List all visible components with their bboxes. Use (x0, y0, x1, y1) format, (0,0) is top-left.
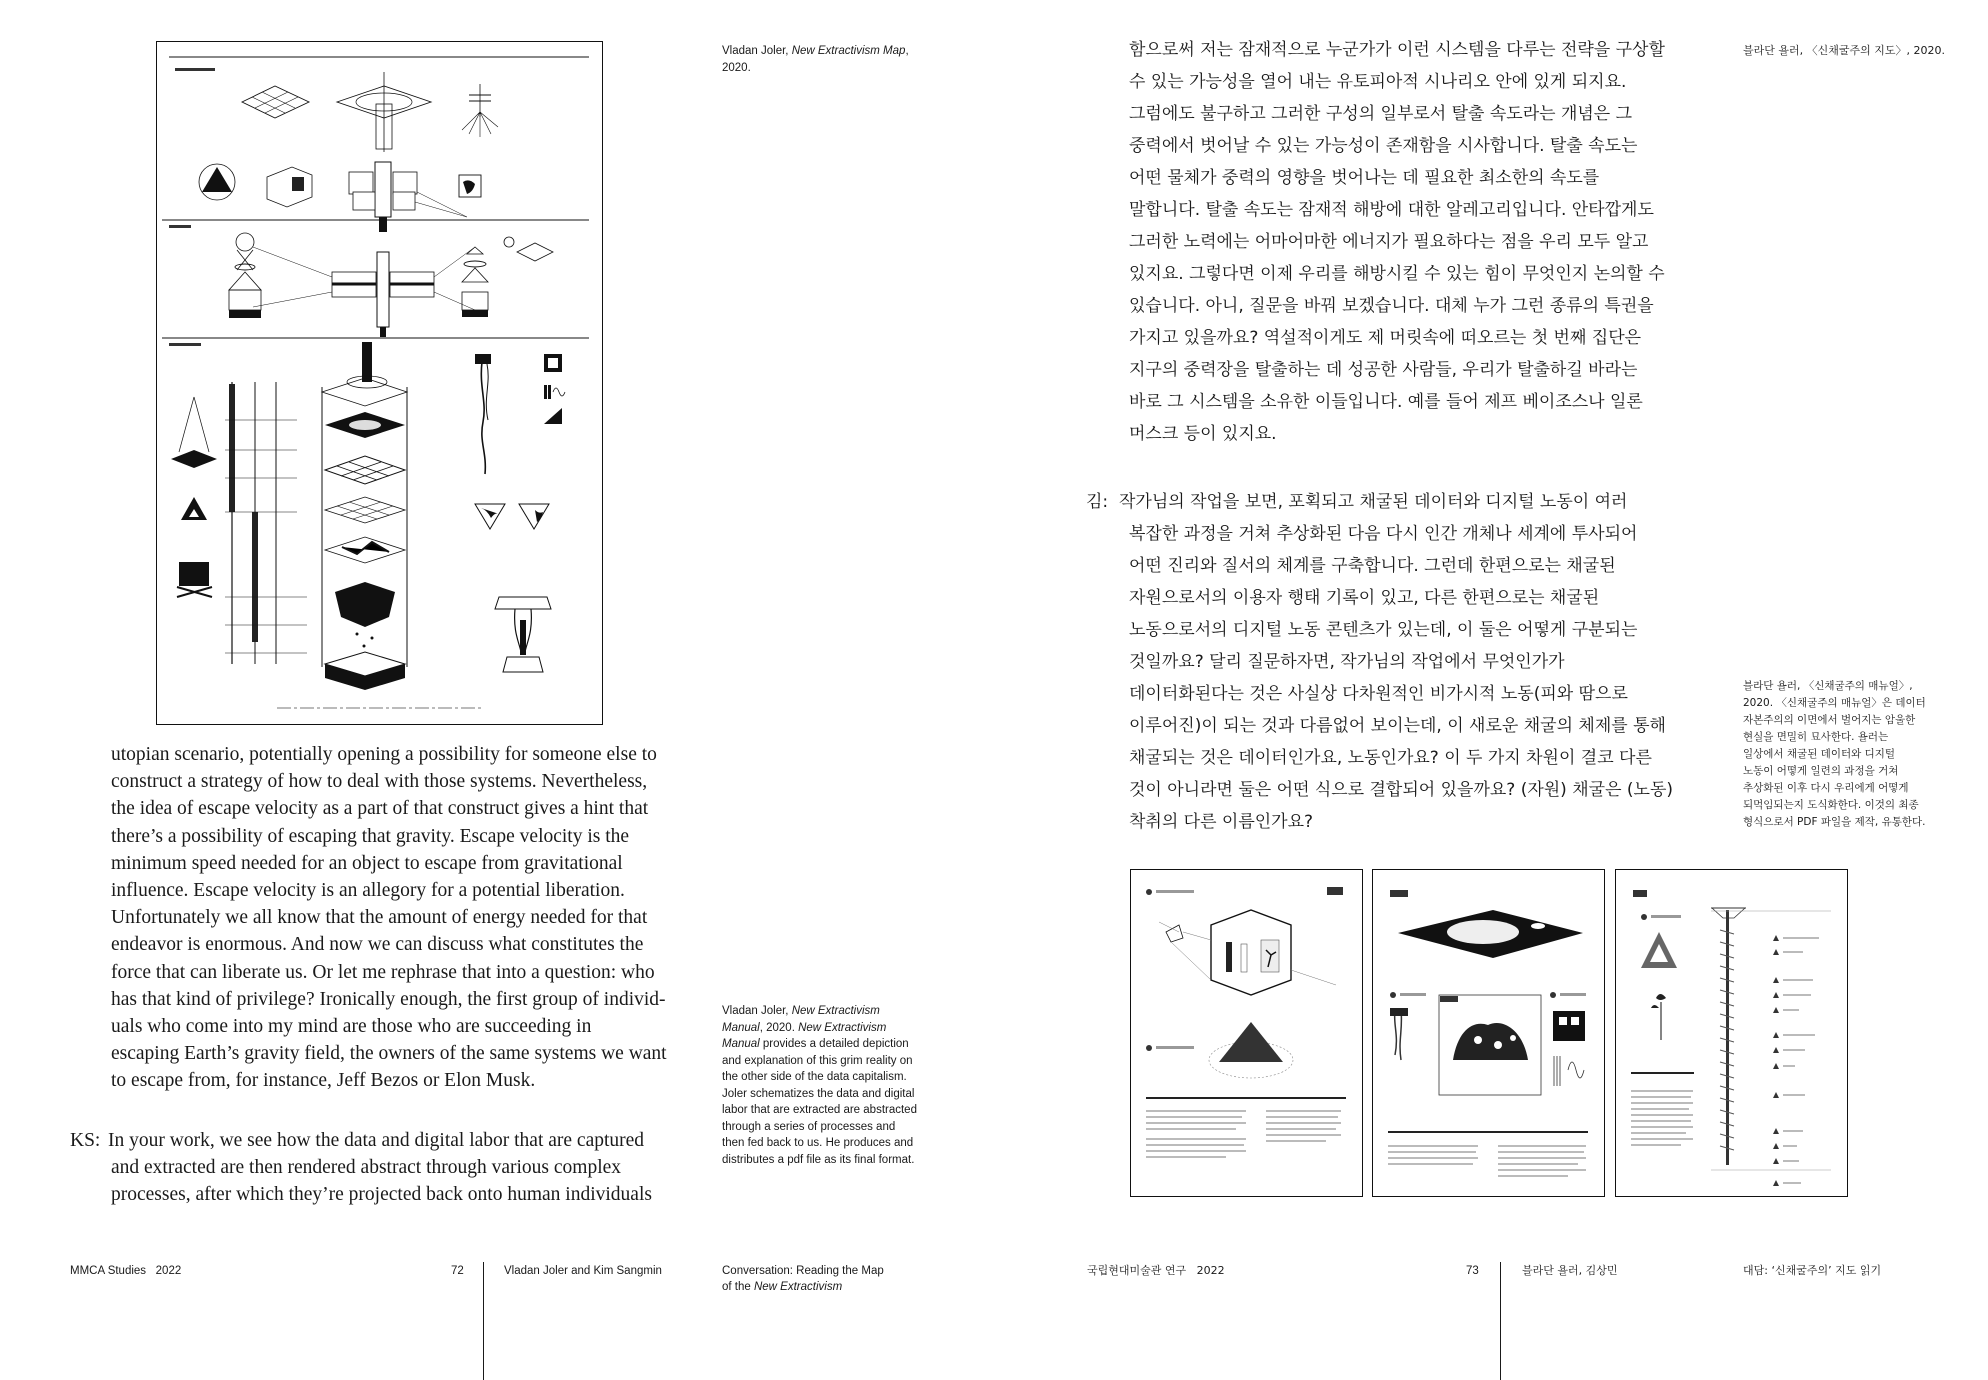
map-section-factory (169, 225, 553, 337)
question-line: 이루어진)이 되는 것과 다름없어 보이는데, 이 새로운 채굴의 체제를 통해 (1129, 716, 1666, 736)
question-line: 것일까요? 달리 질문하자면, 작가님의 작업에서 무엇인가가 (1129, 652, 1565, 672)
body-line: 머스크 등이 있지요. (1129, 424, 1277, 444)
body-line: utopian scenario, potentially opening a possibility for someone else to (111, 744, 657, 765)
footer-divider (483, 1262, 484, 1380)
caption-line: 일상에서 채굴된 데이터와 디지털 (1743, 748, 1896, 760)
caption-title: New Extractivism Map (791, 45, 906, 57)
footer-authors-ko: 블라단 욜러, 김상민 (1522, 1264, 1618, 1277)
article-title-of: of the (722, 1281, 754, 1293)
caption-description: provides a detailed depiction and explanation of this grim reality on the other side of the data capitalism. Joler schematizes the data and digital labor that are extracted are abstracted through a series of processes and then fed back to us. He produces and distributes a pdf file as its final format. (722, 1038, 917, 1166)
footer-authors: Vladan Joler and Kim Sangmin (504, 1265, 662, 1277)
map-section-forces (175, 68, 498, 232)
english-question-text (108, 1127, 701, 1209)
manual-page-labor (1615, 869, 1848, 1197)
question-line: 것이 아니라면 둘은 어떤 식으로 결합되어 있을까요? (자원) 채굴은 (노동) (1129, 780, 1674, 800)
body-line: 수 있는 가능성을 열어 내는 유토피아적 시나리오 안에 있게 되지요. (1129, 72, 1627, 92)
map-section-extraction (169, 342, 565, 690)
body-line: has that kind of privilege? Ironically enough, the first group of individ- (111, 988, 666, 1010)
caption-line: 추상화된 이후 다시 우리에게 어떻게 (1743, 782, 1909, 794)
caption-year: , 2020. (722, 45, 909, 74)
article-title-italic: New Extractivism (753, 1281, 843, 1293)
body-line: 가지고 있을까요? 역설적이게도 제 머릿속에 떠오르는 첫 번째 집단은 (1129, 328, 1642, 348)
question-line: 어떤 진리와 질서의 체계를 구축합니다. 그런데 한편으로는 채굴된 (1129, 556, 1616, 576)
body-line: to escape from, for instance, Jeff Bezos or Elon Musk. (111, 1070, 536, 1092)
caption-year: , 2020. (759, 1021, 799, 1034)
caption-author: Vladan Joler, (722, 1005, 792, 1017)
publication-year: 2022 (1196, 1264, 1225, 1277)
question-line: 노동으로서의 디지털 노동 콘텐츠가 있는데, 이 둘은 어떻게 구분되는 (1129, 620, 1638, 640)
section-tag-icon (1633, 890, 1647, 897)
manual-page-cave (1130, 869, 1363, 1197)
caption-line: 형식으로서 PDF 파일을 제작, 유통한다. (1743, 816, 1926, 828)
caption-line: 노동이 어떻게 일련의 과정을 거쳐 (1743, 765, 1899, 777)
korean-manual-caption (1743, 678, 1983, 831)
caption-title: New Extractivism Manual (722, 1005, 880, 1034)
article-title-line1: Conversation: Reading the Map (722, 1265, 884, 1277)
body-line: the idea of escape velocity as a part of that construct gives a hint that (111, 798, 649, 820)
body-line: 지구의 중력장을 탈출하는 데 성공한 사람들, 우리가 탈출하길 바라는 (1129, 360, 1638, 380)
question-line: 데이터화된다는 것은 사실상 다차원적인 비가시적 노동(피와 땀으로 (1129, 684, 1628, 704)
body-line: 말합니다. 탈출 속도는 잠재적 해방에 대한 알레고리입니다. 안타깝게도 (1129, 200, 1654, 220)
question-speaker-ks: KS: (70, 1130, 101, 1151)
question-line: 자원으로서의 이용자 행태 기록이 있고, 다른 한편으로는 채굴된 (1129, 588, 1600, 608)
footer-article-title-ko: 대담: ‘신채굴주의’ 지도 읽기 (1743, 1264, 1882, 1277)
korean-body-text (1129, 34, 1719, 450)
body-line: 그럼에도 불구하고 그러한 구성의 일부로서 탈출 속도라는 개념은 그 (1129, 104, 1633, 124)
body-line: minimum speed needed for an object to escape from gravitational (111, 852, 623, 874)
body-line: uals who come into my mind are those who are succeeding in (111, 1016, 592, 1038)
english-body-text (111, 741, 701, 1095)
footer-publication-ko (1087, 1263, 1225, 1279)
new-extractivism-map-figure (156, 41, 603, 725)
publication-name: 국립현대미술관 연구 (1087, 1264, 1187, 1277)
question-line: In your work, we see how the data and digital labor that are captured (108, 1130, 645, 1151)
caption-line: 블라단 욜러, 〈신채굴주의 매뉴얼〉, (1743, 680, 1913, 692)
question-speaker-kim: 김: (1086, 492, 1109, 512)
caption-author: Vladan Joler, (722, 45, 792, 57)
body-line: construct a strategy of how to deal with those systems. Nevertheless, (111, 771, 648, 793)
body-line: 바로 그 시스템을 소유한 이들입니다. 예를 들어 제프 베이조스나 일론 (1129, 392, 1643, 412)
manual-page-network (1372, 869, 1605, 1197)
caption-line: 자본주의의 이면에서 벌어지는 암울한 (1743, 714, 1916, 726)
body-line: 있습니다. 아니, 질문을 바꿔 보겠습니다. 대체 누가 그런 종류의 특권을 (1129, 296, 1654, 316)
body-line: escaping Earth’s gravity field, the owners of the same systems we want (111, 1043, 667, 1065)
publication-name: MMCA Studies (70, 1265, 147, 1277)
question-line: 착취의 다른 이름인가요? (1129, 812, 1314, 832)
footer-article-title (722, 1263, 922, 1295)
body-line: 중력에서 벗어날 수 있는 가능성이 존재함을 시사합니다. 탈출 속도는 (1129, 136, 1638, 156)
body-line: influence. Escape velocity is an allegory for a potential liberation. (111, 880, 625, 902)
body-line: 그러한 노력에는 어마어마한 에너지가 필요하다는 점을 우리 모두 알고 (1129, 232, 1649, 252)
caption-line: 2020. 〈신채굴주의 매뉴얼〉은 데이터 (1743, 697, 1926, 709)
question-line: and extracted are then rendered abstract through various complex (111, 1157, 622, 1179)
caption-title-repeat: New Extractivism Manual (722, 1021, 887, 1050)
footer-divider (1500, 1262, 1501, 1380)
body-line: Unfortunately we all know that the amount of energy needed for that (111, 907, 648, 929)
question-line: 복잡한 과정을 거쳐 추상화된 다음 다시 인간 개체나 세계에 투사되어 (1129, 524, 1638, 544)
body-line: endeavor is enormous. And now we can discuss what constitutes the (111, 934, 644, 956)
section-tag-icon (1390, 890, 1408, 897)
question-line: 채굴되는 것은 데이터인가요, 노동인가요? 이 두 가지 차원이 결코 다른 (1129, 748, 1652, 768)
question-line: processes, after which they’re projected back onto human individuals (111, 1184, 652, 1206)
body-line: 어떤 물체가 중력의 영향을 벗어나는 데 필요한 최소한의 속도를 (1129, 168, 1600, 188)
korean-map-caption: 블라단 욜러, 〈신채굴주의 지도〉, 2020. (1743, 44, 1945, 57)
body-line: 있지요. 그렇다면 이제 우리를 해방시킬 수 있는 힘이 무엇인지 논의할 수 (1129, 264, 1665, 284)
manual-figure-caption (722, 1003, 918, 1168)
korean-question-text (1119, 486, 1729, 838)
map-figure-caption (722, 43, 912, 76)
page-number: 72 (451, 1265, 464, 1277)
body-line: 함으로써 저는 잠재적으로 누군가가 이런 시스템을 다루는 전략을 구상할 (1129, 40, 1665, 60)
body-line: force that can liberate us. Or let me rephrase that into a question: who (111, 961, 655, 983)
footer-publication (70, 1263, 181, 1279)
caption-line: 되먹임되는지 도식화한다. 이것의 최종 (1743, 799, 1919, 811)
section-tag-icon (1327, 887, 1343, 895)
question-line: 작가님의 작업을 보면, 포획되고 채굴된 데이터와 디지털 노동이 여러 (1119, 492, 1628, 512)
page-number: 73 (1466, 1265, 1479, 1277)
body-line: there’s a possibility of escaping that gravity. Escape velocity is the (111, 825, 630, 847)
publication-year: 2022 (155, 1265, 182, 1277)
caption-line: 현실을 면밀히 묘사한다. 욜러는 (1743, 731, 1889, 743)
